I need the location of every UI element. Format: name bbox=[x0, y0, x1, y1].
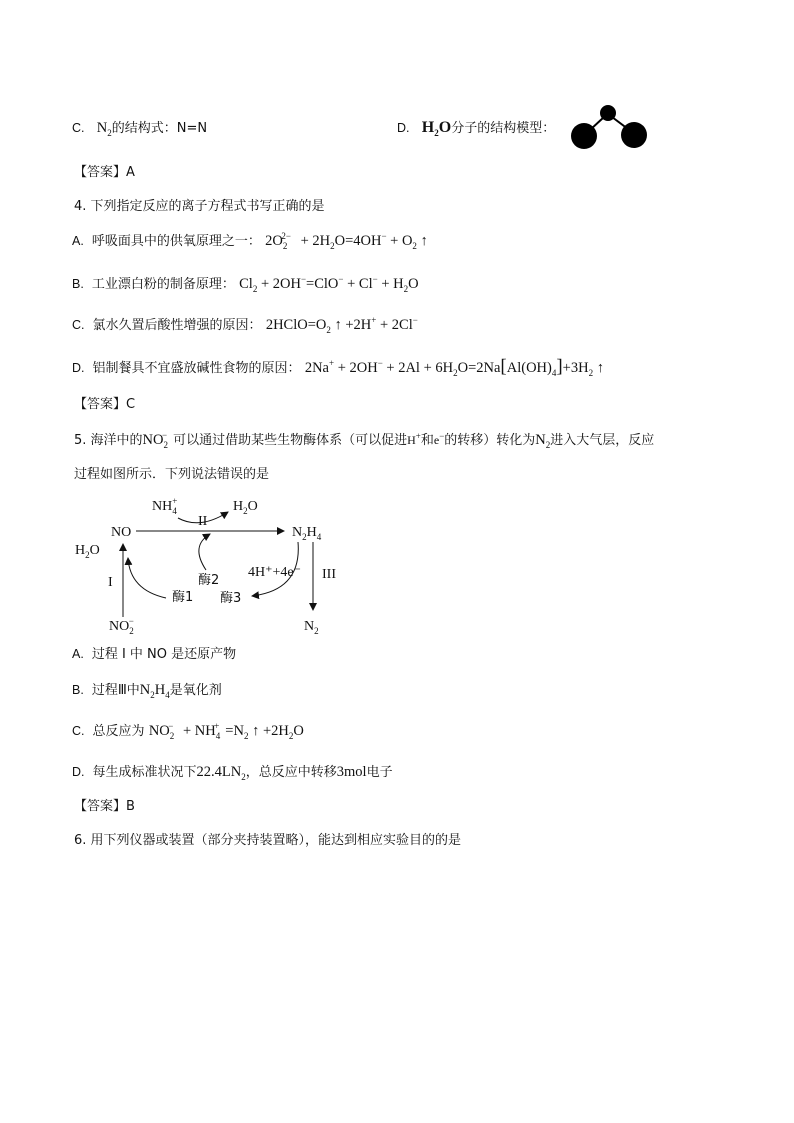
q5-stem-n2: $N_2$ bbox=[535, 432, 551, 450]
process-i-label: I bbox=[108, 575, 113, 590]
q4-option-d: D. 铝制餐具不宜盛放碱性食物的原因： $2Na^+ + 2OH^- + 2Al + 6H_2O=2Na[Al(OH)_4]+3H_2$ ↑ bbox=[72, 356, 604, 378]
h2o-product-label: $H_2O$ bbox=[233, 499, 258, 516]
water-molecule-model-icon bbox=[568, 104, 652, 150]
enzyme3-label: 酶3 bbox=[220, 591, 242, 606]
arrow-enzyme1 bbox=[128, 558, 166, 598]
n2-formula: $N_2$ bbox=[96, 120, 112, 138]
arrow-enzyme2 bbox=[199, 534, 210, 570]
q5-option-d-amount: 3mol bbox=[336, 764, 367, 780]
q5-option-d: D. 每生成标准状况下$22.4LN_2$，总反应中转移3mol电子 bbox=[72, 764, 393, 782]
q5-stem-line1: 5. 海洋中的$NO_2^-$ 可以通过借助某些生物酶体系（可以促进H+和e−的转移）转化为$N_2$进入大气层，反应 bbox=[74, 430, 655, 450]
h2o-formula: $H_2O$ bbox=[421, 119, 452, 139]
q3-answer: 【答案】A bbox=[74, 165, 135, 180]
n2h4-formula: $N_2H_4$ bbox=[139, 682, 170, 700]
no-label: NO bbox=[111, 525, 132, 540]
q4-stem: 4. 下列指定反应的离子方程式书写正确的是 bbox=[74, 199, 325, 214]
h2o-byproduct-label: $H_2O$ bbox=[75, 543, 100, 560]
no2-minus-label: $NO_2-$ bbox=[109, 616, 134, 636]
q5-option-b: B. 过程Ⅲ中$N_2H_4$是氧化剂 bbox=[72, 682, 222, 700]
nh4-plus-label: NH+ 4 bbox=[152, 496, 178, 516]
q5-answer: 【答案】B bbox=[74, 799, 135, 814]
q5-option-d-volume: $22.4LN_2$ bbox=[196, 764, 246, 782]
q5-stem-e-minus: e− bbox=[433, 431, 445, 447]
q3-option-d: D. $H_2O$分子的结构模型： bbox=[397, 119, 556, 139]
reaction-pathway-diagram bbox=[70, 494, 360, 639]
q4-option-c-equation: $2HClO=O_2$ ↑ +2H+ + 2Cl− bbox=[265, 315, 418, 335]
enzyme2-label: 酶2 bbox=[198, 573, 220, 588]
q4-option-a: A. 呼吸面具中的供氧原理之一： $2O_2^{2-} + 2H_2O=4OH^- + O_2$ ↑ bbox=[72, 231, 428, 251]
n2-product-label: $N_2$ bbox=[304, 619, 319, 636]
n2h4-label: $N_2H_4$ bbox=[292, 525, 322, 542]
q4-option-d-equation: $2Na^+ + 2OH^- + 2Al + 6H_2O=2Na[Al(OH)_4]+3H_2$ ↑ bbox=[304, 356, 604, 378]
process-ii-label: II bbox=[198, 514, 208, 529]
q5-option-c: C. 总反应为 $NO_2^- + NH_4^+ =N_2$ ↑ $+2H_2O$ bbox=[72, 721, 304, 741]
q4-answer: 【答案】C bbox=[74, 397, 136, 412]
q5-stem-line2: 过程如图所示．下列说法错误的是 bbox=[74, 467, 270, 482]
q5-stem-h-plus: H+ bbox=[407, 431, 421, 447]
q4-option-c: C. 氯水久置后酸性增强的原因： $2HClO=O_2$ ↑ +2H+ + 2Cl− bbox=[72, 315, 418, 335]
enzyme1-label: 酶1 bbox=[172, 590, 194, 605]
q4-option-a-equation: $2O_2^{2-} + 2H_2O=4OH^- + O_2$ ↑ bbox=[265, 231, 428, 251]
q5-stem-no2-minus: $NO_2^-$ bbox=[142, 430, 168, 450]
q4-option-b: B. 工业漂白粉的制备原理： $Cl_2 + 2OH^-=ClO^- + Cl^- + H_2O$ bbox=[72, 274, 419, 294]
process-iii-label: III bbox=[322, 567, 336, 582]
electrons-label: 4H⁺+4e⁻ bbox=[248, 565, 301, 580]
q4-option-b-equation: $Cl_2 + 2OH^-=ClO^- + Cl^- + H_2O$ bbox=[239, 274, 419, 294]
q5-option-c-equation: $NO_2^- + NH_4^+ =N_2$ ↑ $+2H_2O$ bbox=[148, 721, 304, 741]
q3-option-c: C. $N_2$的结构式：N=N bbox=[72, 120, 208, 138]
q6-stem: 6. 用下列仪器或装置（部分夹持装置略），能达到相应实验目的的是 bbox=[74, 833, 462, 848]
q5-option-a: A. 过程 I 中 NO 是还原产物 bbox=[72, 647, 237, 662]
